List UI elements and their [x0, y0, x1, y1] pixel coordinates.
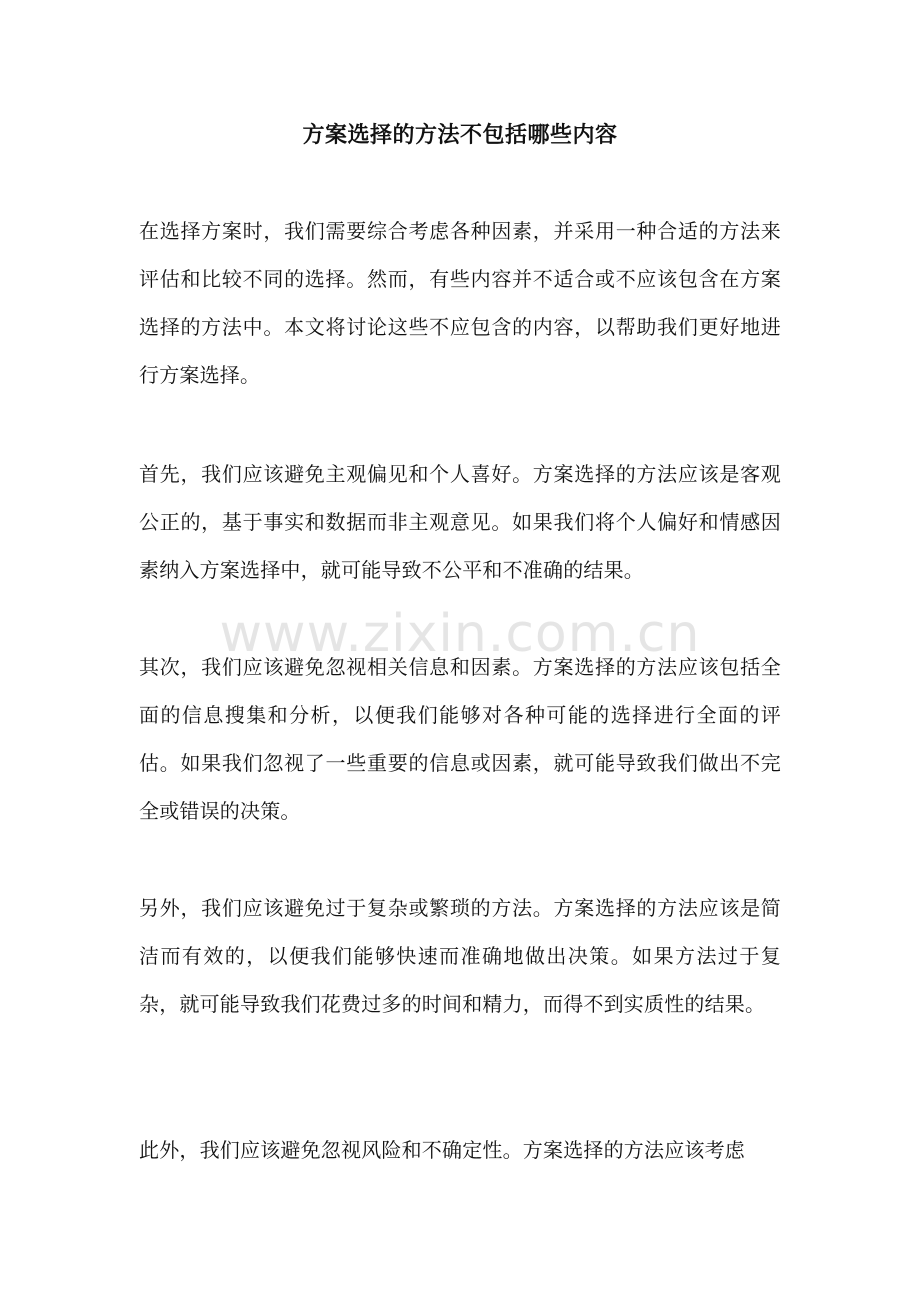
paragraph-second: 其次，我们应该避免忽视相关信息和因素。方案选择的方法应该包括全面的信息搜集和分析，以便我们能够对各种可能的选择进行全面的评估。如果我们忽视了一些重要的信息或因素，就可能导致我们做出不完全或错误的决策。 [139, 655, 781, 823]
paragraph-first: 首先，我们应该避免主观偏见和个人喜好。方案选择的方法应该是客观公正的，基于事实和数据而非主观意见。如果我们将个人偏好和情感因素纳入方案选择中，就可能导致不公平和不准确的结果。 [139, 462, 781, 582]
paragraph-fourth: 此外，我们应该避免忽视风险和不确定性。方案选择的方法应该考虑 [139, 1138, 745, 1162]
paragraph-third: 另外，我们应该避免过于复杂或繁琐的方法。方案选择的方法应该是简洁而有效的，以便我们能够快速而准确地做出决策。如果方法过于复杂，就可能导致我们花费过多的时间和精力，而得不到实质性的结果。 [139, 896, 781, 1016]
paragraph-intro: 在选择方案时，我们需要综合考虑各种因素，并采用一种合适的方法来评估和比较不同的选择。然而，有些内容并不适合或不应该包含在方案选择的方法中。本文将讨论这些不应包含的内容，以帮助我们更好地进行方案选择。 [139, 219, 781, 387]
watermark: www.zixin.com.cn [219, 604, 701, 664]
document-title: 方案选择的方法不包括哪些内容 [302, 122, 618, 148]
